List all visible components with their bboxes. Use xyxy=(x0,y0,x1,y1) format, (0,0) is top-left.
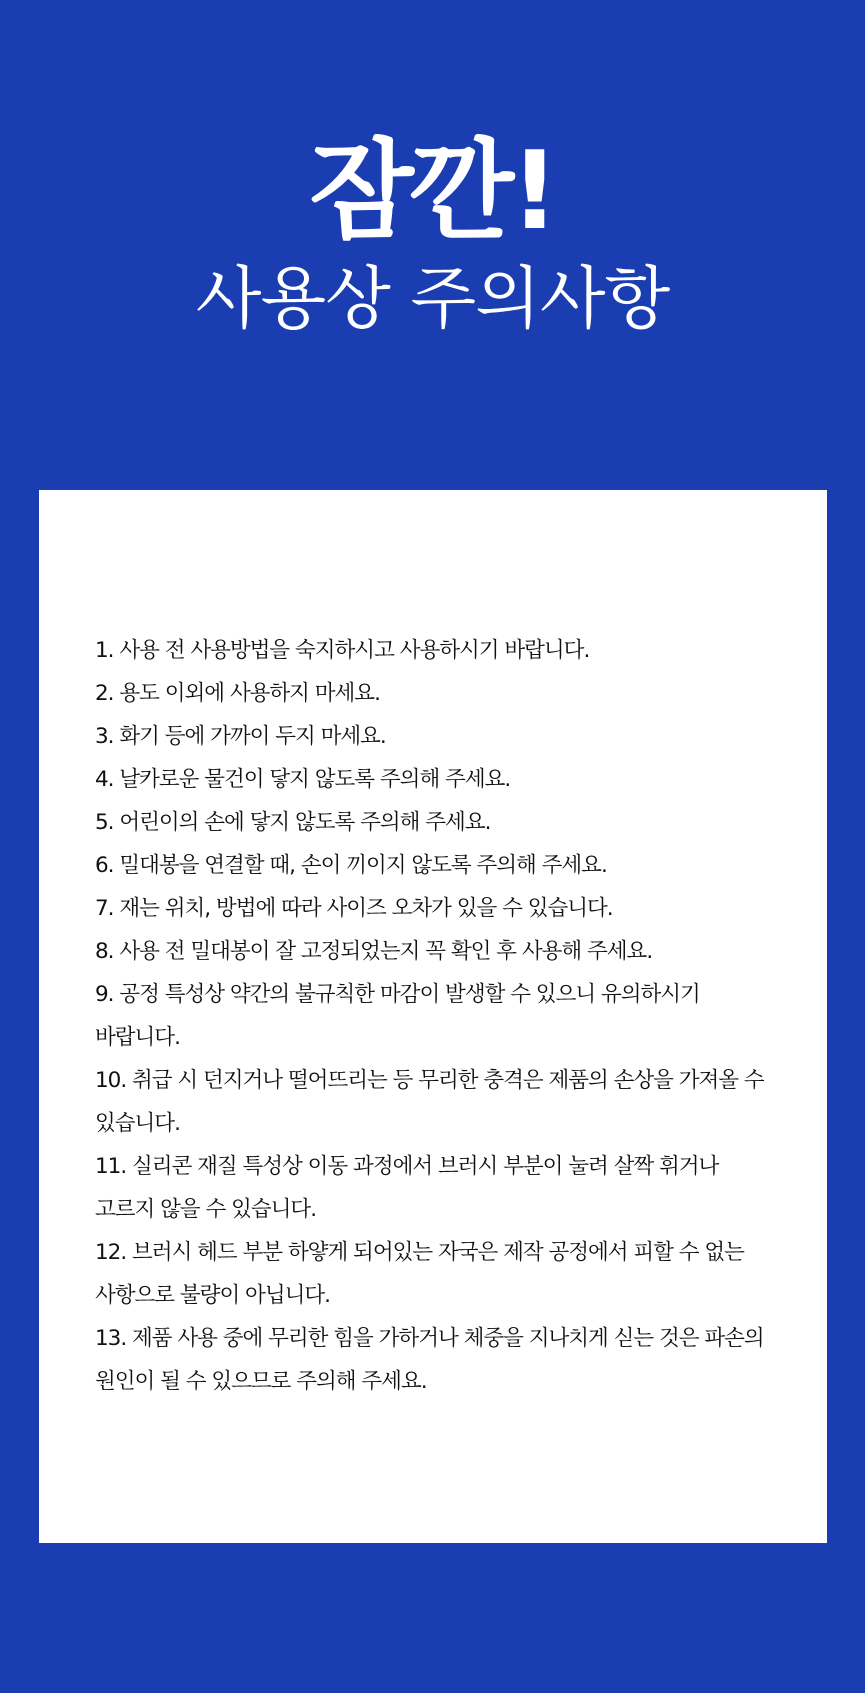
notice-list xyxy=(95,629,777,1403)
notice-item: 5. 어린이의 손에 닿지 않도록 주의해 주세요. xyxy=(95,810,491,835)
notice-item: 10. 취급 시 던지거나 떨어뜨리는 등 무리한 충격은 제품의 손상을 가져올 수 있습니다. xyxy=(95,1068,764,1136)
notice-item: 4. 날카로운 물건이 닿지 않도록 주의해 주세요. xyxy=(95,767,511,792)
notice-item: 8. 사용 전 밀대봉이 잘 고정되었는지 꼭 확인 후 사용해 주세요. xyxy=(95,939,653,964)
notice-item: 7. 재는 위치, 방법에 따라 사이즈 오차가 있을 수 있습니다. xyxy=(95,896,613,921)
notice-item: 3. 화기 등에 가까이 두지 마세요. xyxy=(95,724,386,749)
notice-item: 13. 제품 사용 중에 무리한 힘을 가하거나 체중을 지나치게 싣는 것은 파손의 원인이 될 수 있으므로 주의해 주세요. xyxy=(95,1326,764,1394)
notice-item: 11. 실리콘 재질 특성상 이동 과정에서 브러시 부분이 눌려 살짝 휘거나 고르지 않을 수 있습니다. xyxy=(95,1154,719,1222)
notice-item: 12. 브러시 헤드 부분 하얗게 되어있는 자국은 제작 공정에서 피할 수 없는 사항으로 불량이 아닙니다. xyxy=(95,1240,744,1308)
notice-item: 1. 사용 전 사용방법을 숙지하시고 사용하시기 바랍니다. xyxy=(95,638,590,663)
subhead-title: 사용상 주의사항 xyxy=(195,260,670,339)
header-banner xyxy=(0,0,865,490)
notice-item: 2. 용도 이외에 사용하지 마세요. xyxy=(95,681,380,706)
notice-item: 9. 공정 특성상 약간의 불규칙한 마감이 발생할 수 있으니 유의하시기 바랍니다. xyxy=(95,982,700,1050)
notice-card xyxy=(39,490,827,1543)
headline-title: 잠깐! xyxy=(309,129,556,254)
notice-item: 6. 밀대봉을 연결할 때, 손이 끼이지 않도록 주의해 주세요. xyxy=(95,853,607,878)
